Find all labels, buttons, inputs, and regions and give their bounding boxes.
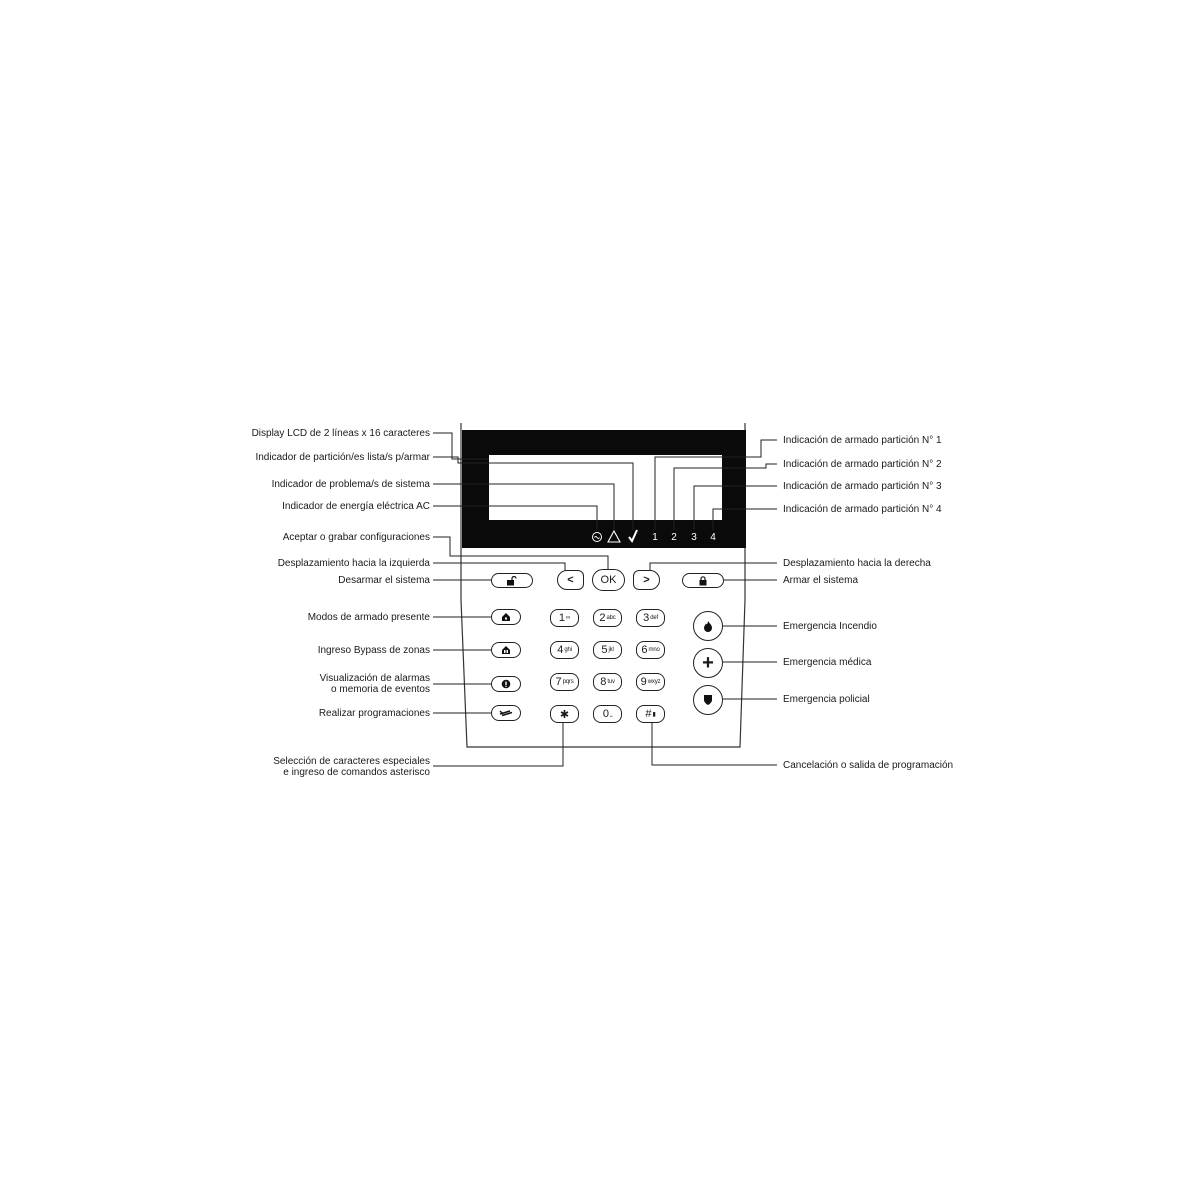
label-line: Emergencia Incendio (783, 621, 877, 632)
lock-icon (698, 576, 708, 586)
label-line: Desplazamiento hacia la izquierda (277, 558, 430, 569)
partition-indicator-1: 1 (652, 532, 658, 543)
label-stay (308, 612, 430, 623)
callout-star (433, 723, 563, 766)
keypad-key-main: 6 (641, 644, 648, 656)
memory-icon (501, 679, 511, 689)
keypad-key-main: ✱ (559, 708, 570, 721)
program-button[interactable] (491, 705, 521, 721)
keypad-key-3-1[interactable] (593, 705, 622, 723)
label-line: Modos de armado presente (307, 612, 430, 623)
keypad-key-main: 0 (602, 708, 609, 720)
keypad-key-letters: pqrs (562, 679, 574, 685)
label-right (783, 558, 931, 569)
lcd-text-area (489, 455, 722, 520)
label-line: Realizar programaciones (318, 708, 430, 719)
callout-right (650, 563, 777, 571)
warning-triangle-icon (607, 530, 621, 546)
scroll-left-label: < (567, 574, 574, 586)
partition-indicator-3: 3 (691, 532, 697, 543)
police-badge-icon (702, 694, 714, 706)
label-line: Indicación de armado partición N° 1 (783, 435, 942, 446)
disarm-button[interactable] (491, 573, 533, 588)
fire-icon (702, 620, 714, 633)
program-icon (499, 709, 513, 717)
label-line: Indicador de partición/es lista/s p/armar (255, 452, 430, 463)
callout-left (433, 563, 565, 571)
keypad-key-1-0[interactable] (550, 641, 579, 659)
keypad-key-main: 9 (640, 676, 647, 688)
keypad-key-main: 5 (601, 644, 608, 656)
fire-emergency-button[interactable] (693, 611, 723, 641)
scroll-left-button[interactable] (557, 570, 584, 590)
label-medical (783, 657, 871, 668)
label-program (319, 708, 430, 719)
label-line: Emergencia policial (783, 694, 870, 705)
stay-arm-button[interactable] (491, 609, 521, 625)
label-line: Armar el sistema (783, 575, 859, 586)
keypad-key-letters: ∞ (566, 615, 571, 621)
keypad-key-3-2[interactable] (636, 705, 665, 723)
keypad-key-main: 3 (643, 612, 650, 624)
label-line: o memoria de eventos (331, 684, 430, 695)
partition-indicator-4: 4 (710, 532, 716, 543)
label-hash (783, 760, 953, 771)
keypad-key-letters: abc (606, 615, 616, 621)
keypad-key-letters: ⎵ (609, 710, 613, 717)
keypad-key-letters: def (650, 615, 658, 621)
ok-button[interactable] (592, 569, 625, 591)
medical-cross-icon: + (702, 652, 714, 674)
label-line: Indicación de armado partición N° 3 (783, 481, 942, 492)
bypass-home-icon (501, 645, 511, 655)
label-trouble (272, 479, 430, 490)
label-police (783, 694, 870, 705)
label-line: Indicación de armado partición N° 2 (783, 459, 942, 470)
label-disarm (338, 575, 430, 586)
keypad-key-letters: ▮ (652, 711, 656, 718)
label-line: Selección de caracteres especiales (273, 756, 430, 767)
keypad-key-2-0[interactable] (550, 673, 579, 691)
keypad-key-letters: wxyz (647, 679, 661, 685)
label-line: Visualización de alarmas (319, 673, 430, 684)
keypad-key-0-1[interactable] (593, 609, 622, 627)
keypad-key-letters: jkl (608, 647, 614, 653)
label-lcd (252, 428, 430, 439)
keypad-key-3-0[interactable] (550, 705, 579, 723)
label-p4 (783, 504, 942, 515)
medical-emergency-button[interactable] (693, 648, 723, 678)
keypad-key-main: # (645, 708, 652, 720)
ac-power-icon (590, 531, 604, 546)
keypad-key-main: 1 (558, 612, 566, 624)
scroll-right-button[interactable] (633, 570, 660, 590)
label-bypass (318, 645, 430, 656)
keypad-key-letters: mno (648, 647, 660, 653)
ok-label: OK (600, 574, 617, 586)
unlock-icon (506, 576, 518, 586)
label-line: Indicador de problema/s de sistema (271, 479, 430, 490)
keypad-key-1-1[interactable] (593, 641, 622, 659)
keypad-key-letters: tuv (607, 679, 615, 685)
keypad-key-main: 4 (557, 644, 564, 656)
label-p3 (783, 481, 942, 492)
partition-indicator-2: 2 (671, 532, 677, 543)
scroll-right-label: > (643, 574, 650, 586)
label-ready (255, 452, 430, 463)
label-line: Aceptar o grabar configuraciones (282, 532, 430, 543)
label-p1 (783, 435, 942, 446)
checkmark-icon (626, 529, 640, 546)
label-line: Desarmar el sistema (338, 575, 430, 586)
label-line: Ingreso Bypass de zonas (317, 645, 430, 656)
label-ok (283, 532, 430, 543)
label-line: Emergencia médica (783, 657, 872, 668)
label-line: Indicación de armado partición N° 4 (783, 504, 942, 515)
keypad-key-main: 7 (555, 676, 562, 688)
keypad-key-2-1[interactable] (593, 673, 622, 691)
bypass-button[interactable] (491, 642, 521, 658)
keypad-key-0-0[interactable] (550, 609, 579, 627)
label-arm (783, 575, 858, 586)
label-memory (320, 673, 430, 695)
label-left (278, 558, 430, 569)
label-line: Indicador de energía eléctrica AC (282, 501, 430, 512)
label-ac (282, 501, 430, 512)
keypad-key-main: 8 (600, 676, 607, 688)
keypad-key-main: 2 (599, 612, 606, 624)
memory-button[interactable] (491, 676, 521, 692)
keypad-key-0-2[interactable] (636, 609, 665, 627)
stay-home-icon (501, 612, 511, 622)
arm-button[interactable] (682, 573, 724, 588)
label-p2 (783, 459, 942, 470)
keypad-key-letters: ghi (564, 647, 572, 653)
label-line: Desplazamiento hacia la derecha (783, 558, 931, 569)
police-emergency-button[interactable] (693, 685, 723, 715)
label-line: Cancelación o salida de programación (783, 760, 954, 771)
label-line: e ingreso de comandos asterisco (283, 767, 430, 778)
label-line: Display LCD de 2 líneas x 16 caracteres (251, 428, 430, 439)
label-fire (783, 621, 877, 632)
keypad-key-1-2[interactable] (636, 641, 665, 659)
keypad-key-2-2[interactable] (636, 673, 665, 691)
callout-hash (652, 723, 777, 765)
label-star (273, 756, 430, 778)
